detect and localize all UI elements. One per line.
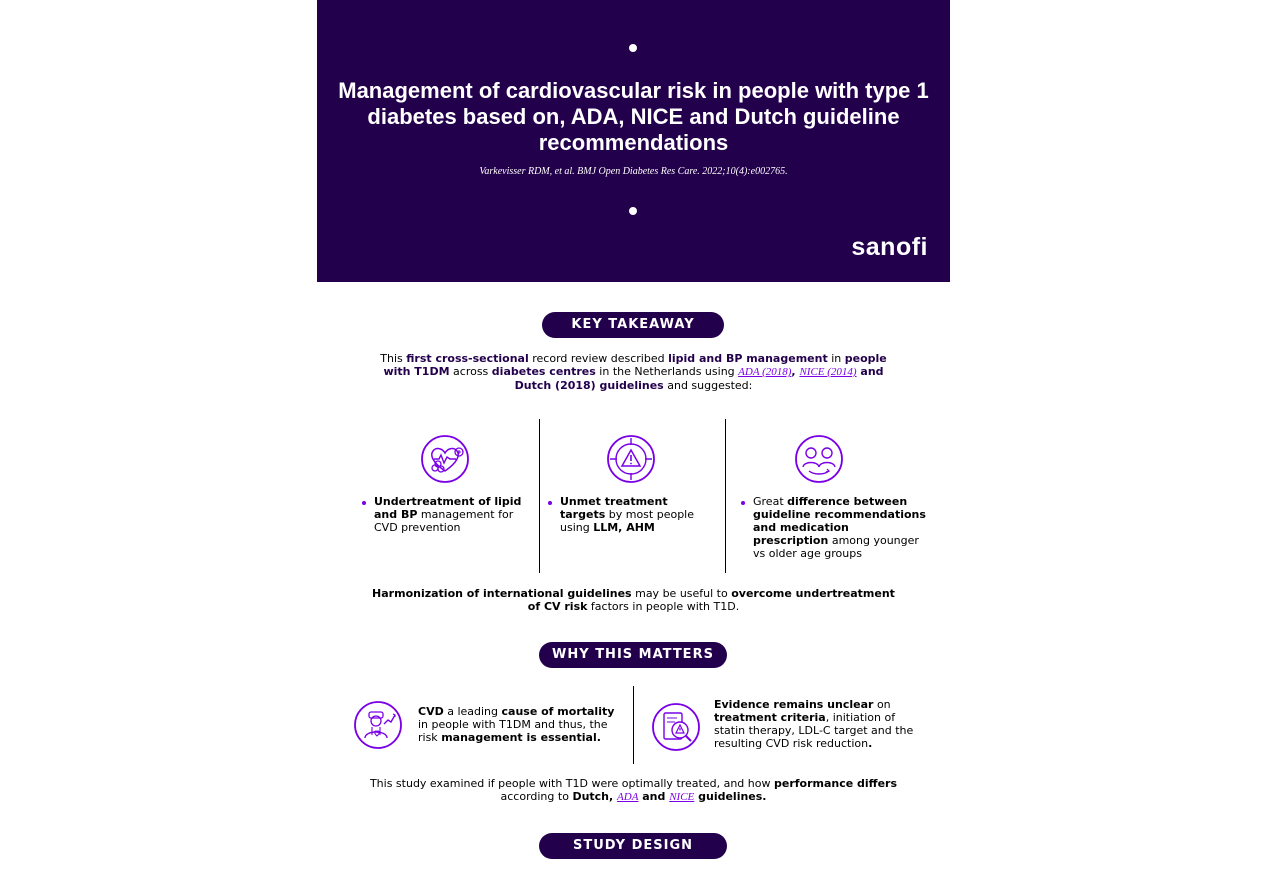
why-matters-left: CVD a leading cause of mortality in people with T1DM and thus, the risk management is essential.	[418, 705, 615, 744]
takeaway-column-3: Great difference between guideline recommendations and medication prescription among younger vs older age groups	[753, 495, 926, 560]
takeaway-column-1: Undertreatment of lipid and BP management for CVD prevention	[374, 495, 522, 534]
bullet-dot-2	[548, 501, 552, 505]
why-divider	[633, 686, 634, 764]
why-matters-summary: This study examined if people with T1D were optimally treated, and how performance differs according to Dutch, ADA and NICE guidelines.	[369, 777, 898, 803]
key-takeaway-intro: This first cross-sectional record review described lipid and BP management in people with T1DM across diabetes centres in the Netherlands using ADA (2018), NICE (2014) and Dutch (2018) guidelines and suggested:	[380, 352, 887, 392]
decor-dot-top	[629, 44, 637, 52]
nice-link[interactable]: NICE	[669, 791, 695, 803]
column-divider-1	[539, 419, 540, 573]
column-divider-2	[725, 419, 726, 573]
study-design-heading: STUDY DESIGN	[539, 833, 727, 859]
ada-2018-link[interactable]: ADA (2018)	[738, 366, 792, 378]
key-takeaway-conclusion: Harmonization of international guidelines may be useful to overcome undertreatment of CV risk factors in people with T1D.	[372, 587, 895, 613]
ada-link[interactable]: ADA	[617, 791, 639, 803]
why-this-matters-heading: WHY THIS MATTERS	[539, 642, 727, 668]
why-matters-right: Evidence remains unclear on treatment criteria, initiation of statin therapy, LDL-C target and the resulting CVD risk reduction.	[714, 698, 914, 750]
bullet-dot-3	[741, 501, 745, 505]
takeaway-column-2: Unmet treatment targets by most people using LLM, AHM	[560, 495, 695, 534]
header-banner	[317, 0, 950, 282]
page-title: Management of cardiovascular risk in people with type 1 diabetes based on, ADA, NICE and Dutch guideline recommendations	[338, 78, 929, 155]
citation: Varkevisser RDM, et al. BMJ Open Diabetes Res Care. 2022;10(4):e002765.	[479, 166, 788, 177]
heart-pills-icon	[420, 434, 470, 484]
sanofi-logo: sanofi	[851, 233, 928, 261]
infographic-page	[317, 0, 950, 872]
people-comparison-icon	[794, 434, 844, 484]
bullet-dot-1	[362, 501, 366, 505]
nice-2014-link[interactable]: NICE (2014)	[799, 366, 857, 378]
doctor-chart-icon	[353, 700, 403, 750]
document-warning-icon	[651, 702, 701, 752]
key-takeaway-heading: KEY TAKEAWAY	[542, 312, 724, 338]
decor-dot-bottom	[629, 207, 637, 215]
warning-target-icon	[606, 434, 656, 484]
